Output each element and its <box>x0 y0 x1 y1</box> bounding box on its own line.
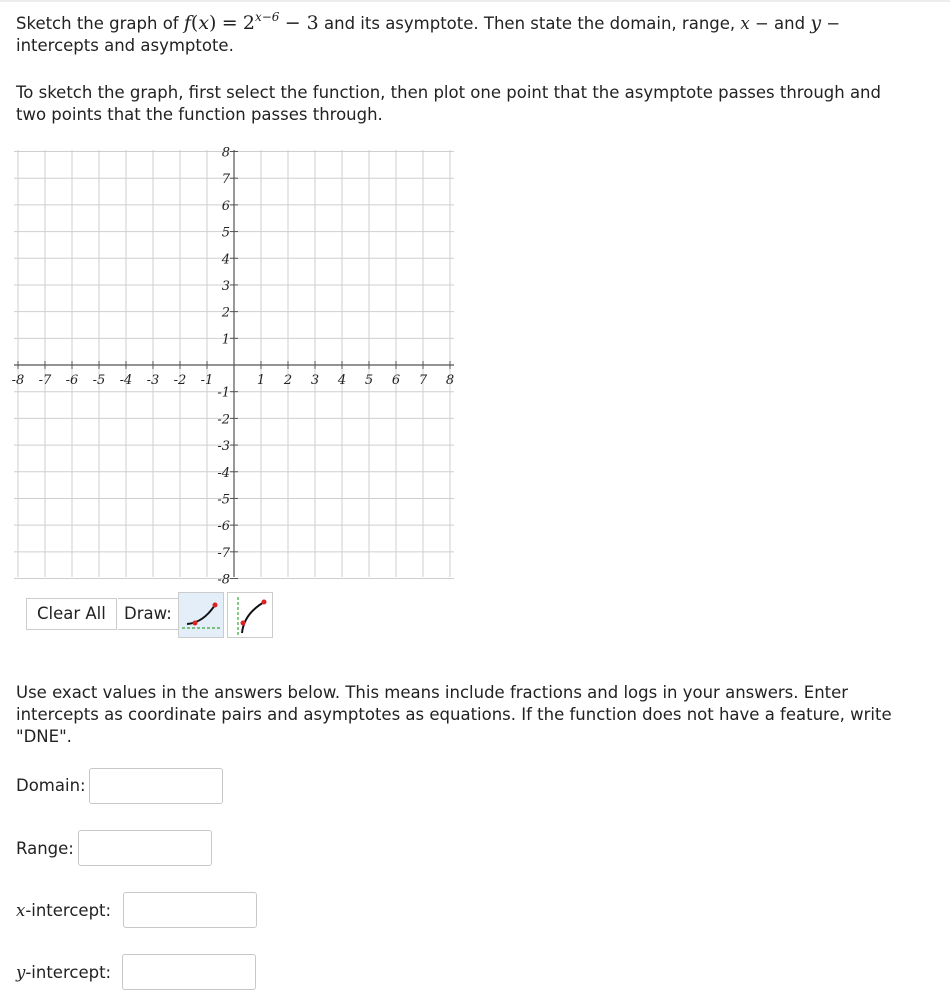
y-tick-label: 1 <box>221 332 230 348</box>
domain-input[interactable] <box>89 768 223 804</box>
x-tick-label: -8 <box>11 373 25 388</box>
top-divider <box>0 0 950 2</box>
range-label: Range: <box>16 839 74 858</box>
exponential-tool-button[interactable] <box>178 592 224 638</box>
y-tick-label: -3 <box>217 439 230 455</box>
x-tick-label: -4 <box>119 373 133 388</box>
instructions-text: To sketch the graph, first select the function, then plot one point that the asymptote passes through and two points that the function passes through. <box>16 83 881 124</box>
y-tick-label: -1 <box>217 385 230 401</box>
y-tick-label: -4 <box>217 465 230 481</box>
y-tick-label: 3 <box>221 278 230 294</box>
y-tick-label: -8 <box>217 572 230 588</box>
exponential-tool-icon <box>179 593 223 637</box>
x-tick-label: 2 <box>283 373 293 388</box>
range-input[interactable] <box>78 830 212 866</box>
y-tick-label: 6 <box>221 198 230 214</box>
logarithmic-tool-button[interactable] <box>227 592 273 638</box>
coordinate-graph[interactable] <box>0 140 470 588</box>
draw-label: Draw: <box>118 598 179 630</box>
y-tick-label: 2 <box>221 305 230 321</box>
y-tick-label: 4 <box>221 252 230 268</box>
x-tick-label: -7 <box>38 373 52 388</box>
y-intercept-input[interactable] <box>122 954 256 990</box>
question-text: Sketch the graph of $f(x) = 2^{x-6} - 3$ and its asymptote. Then state the domain, range, x − and y − intercepts and asymptote. <box>16 10 841 55</box>
x-tick-label: 6 <box>391 373 401 388</box>
domain-label: Domain: <box>16 776 86 795</box>
x-tick-label: -2 <box>173 373 187 388</box>
x-tick-label: 4 <box>337 373 347 388</box>
x-intercept-label: x-intercept: <box>16 901 112 920</box>
x-intercept-input[interactable] <box>123 892 257 928</box>
x-tick-label: 7 <box>418 373 428 388</box>
x-tick-label: 1 <box>256 373 266 388</box>
x-tick-label: -5 <box>92 373 106 388</box>
y-tick-label: -6 <box>217 519 230 535</box>
x-tick-label: -1 <box>200 373 214 388</box>
y-tick-label: -7 <box>217 545 230 561</box>
answers-instructions: Use exact values in the answers below. This means include fractions and logs in your answers. Enter intercepts as coordinate pairs and asymptotes as equations. If the function does not have a feature, write "DNE". <box>16 683 892 746</box>
clear-all-button[interactable]: Clear All <box>26 598 117 630</box>
x-tick-label: 5 <box>364 373 374 388</box>
x-tick-label: 8 <box>445 373 455 388</box>
y-intercept-label: y-intercept: <box>16 963 112 982</box>
logarithmic-tool-icon <box>228 593 272 637</box>
x-tick-label: 3 <box>310 373 320 388</box>
x-tick-label: -3 <box>146 373 160 388</box>
y-tick-label: 8 <box>221 145 230 161</box>
y-tick-label: 7 <box>221 172 230 188</box>
y-tick-label: -5 <box>217 492 230 508</box>
x-tick-label: -6 <box>65 373 79 388</box>
y-tick-label: -2 <box>217 412 230 428</box>
y-tick-label: 5 <box>221 225 230 241</box>
